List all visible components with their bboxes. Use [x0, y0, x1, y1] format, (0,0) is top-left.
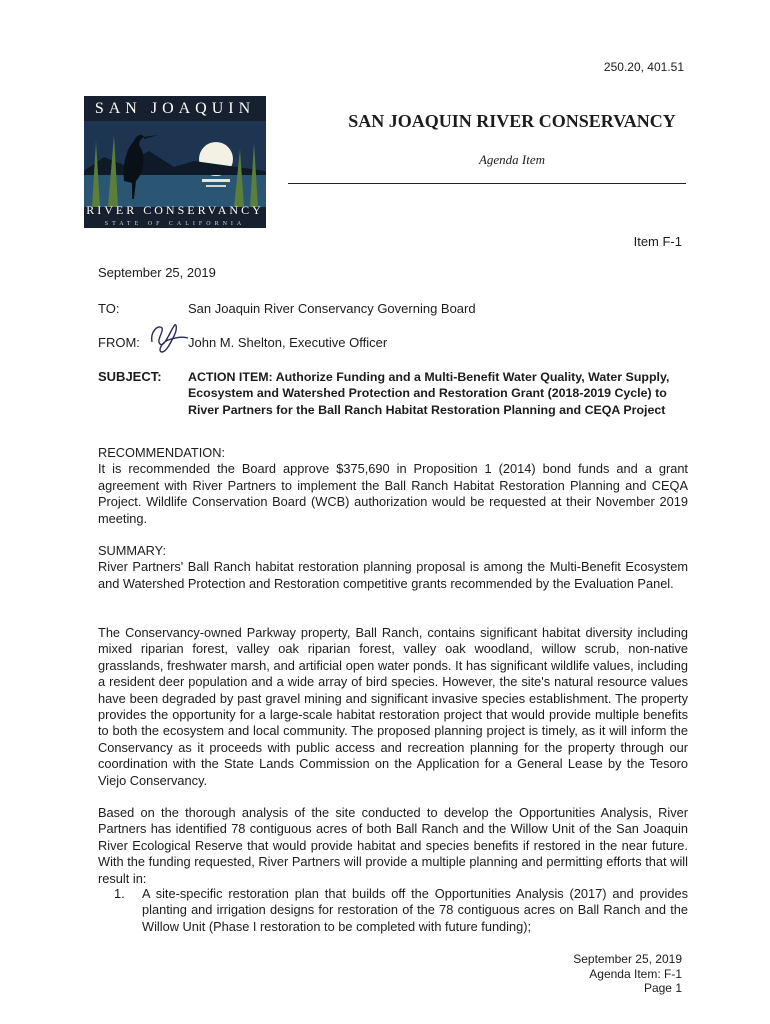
subject-label: SUBJECT: [98, 369, 162, 384]
header-divider [288, 183, 686, 184]
summary-section [98, 543, 688, 592]
paragraph-ball-ranch: The Conservancy-owned Parkway property, Ball Ranch, contains significant habitat diversity including mixed riparian forest, valley oak riparian forest, valley oak woodland, willow scrub, non-native grasslands, freshwater marsh, and artificial open water ponds. It has significant wildlife values, including a resident deer population and a wide array of bird species. However, the site's natural resource values have been degraded by past gravel mining and significant invasive species establishment. The property provides the opportunity for a large-scale habitat restoration project that would provide multiple benefits to both the ecosystem and local community. The proposed planning project is timely, as it will inform the Conservancy as it proceeds with public access and recreation planning for the property through our coordination with the State Lands Commission on the Application for a General Lease by the Tesoro Viejo Conservancy. [98, 625, 688, 788]
signature-initials-icon [148, 318, 192, 356]
subject-text: ACTION ITEM: Authorize Funding and a Multi-Benefit Water Quality, Water Supply, Ecosystem and Watershed Protection and Restoration Grant (2018-2019 Cycle) to River Partners for the Ball Ranch Habitat Restoration Planning and CEQA Project [188, 370, 670, 417]
item-number: Item F-1 [633, 234, 682, 249]
from-label: FROM: [98, 335, 140, 350]
recommendation-text: It is recommended the Board approve $375,690 in Proposition 1 (2014) bond funds and a grant agreement with River Partners to implement the Ball Ranch Habitat Restoration Planning and CEQA Project. Wildlife Conservation Board (WCB) authorization would be requested at their November 2019 meeting. [98, 461, 688, 526]
to-value: San Joaquin River Conservancy Governing Board [188, 301, 476, 316]
conservancy-logo [84, 96, 266, 228]
footer-page-number: Page 1 [643, 981, 682, 995]
logo-line-2: RIVER CONSERVANCY [86, 203, 264, 217]
list-item [114, 886, 688, 935]
list-item-number: 1. [114, 886, 125, 901]
logo-line-1: SAN JOAQUIN [94, 100, 256, 117]
logo-line-3: STATE OF CALIFORNIA [104, 221, 246, 227]
list-item-text: A site-specific restoration plan that builds off the Opportunities Analysis (2017) and provides planting and irrigation designs for restoration of the 78 contiguous acres on Ball Ranch and the Willow Unit (Phase I restoration to be completed with future funding); [142, 886, 688, 934]
recommendation-section [98, 445, 688, 527]
memo-date: September 25, 2019 [98, 265, 216, 280]
to-label: TO: [98, 301, 120, 316]
heron-moon-icon [84, 121, 266, 207]
paragraph-analysis: Based on the thorough analysis of the site conducted to develop the Opportunities Analysis, River Partners has identified 78 contiguous acres of both Ball Ranch and the Willow Unit of the San Joaquin River Ecological Reserve that would provide habitat and species benefits if restored in the near future. With the funding requested, River Partners will provide a multiple planning and permitting efforts that will result in: [98, 805, 688, 886]
footer-date: September 25, 2019 [573, 952, 682, 966]
from-value: John M. Shelton, Executive Officer [188, 335, 388, 350]
agenda-subtitle: Agenda Item [478, 152, 546, 167]
page-footer [573, 952, 682, 996]
recommendation-heading: RECOMMENDATION: [98, 445, 226, 460]
footer-agenda-item: Agenda Item: F-1 [589, 966, 682, 981]
organization-title: SAN JOAQUIN RIVER CONSERVANCY [348, 111, 676, 131]
file-reference: 250.20, 401.51 [603, 60, 684, 74]
summary-text: River Partners' Ball Ranch habitat restoration planning proposal is among the Multi-Benefit Ecosystem and Watershed Protection and Restoration competitive grants recommended by the Evaluation Panel. [98, 559, 688, 591]
summary-heading: SUMMARY: [98, 543, 167, 558]
